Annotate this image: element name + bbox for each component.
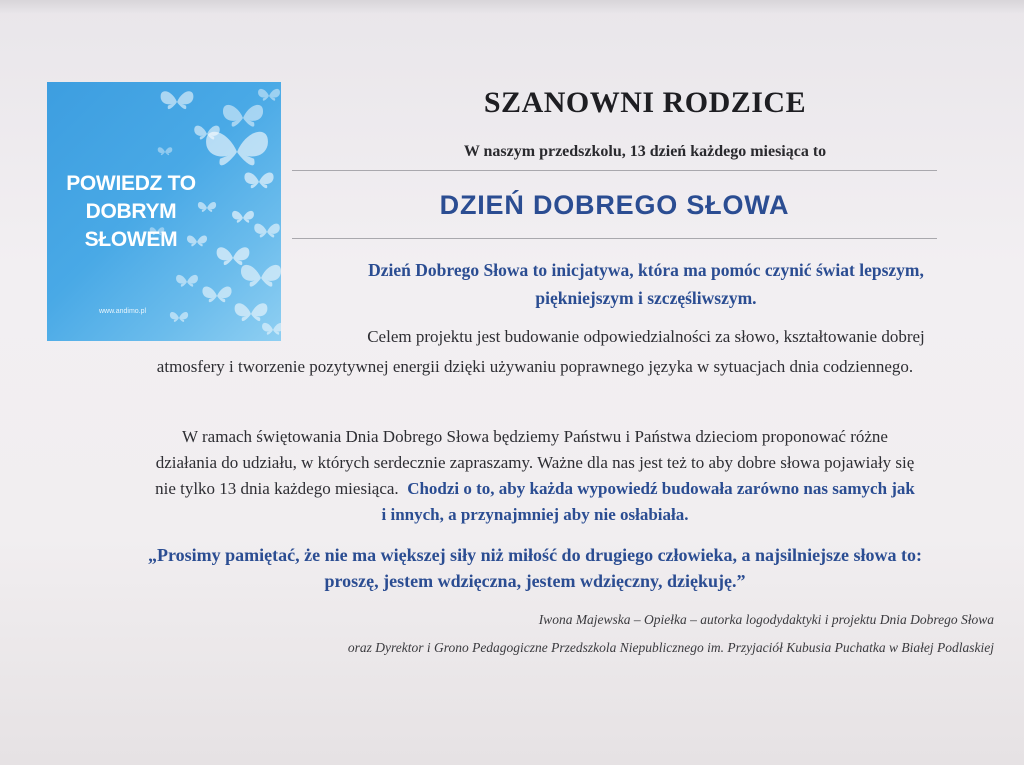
poster-title-line: DOBRYM	[85, 200, 177, 223]
goal-line: atmosfery i tworzenie pozytywnej energii dzięki używaniu poprawnego języka w sytuacjach dnia codziennego.	[156, 357, 914, 376]
poster-title-line: POWIEDZ TO	[66, 172, 196, 195]
poster-url: www.andimo.pl	[99, 308, 147, 315]
body-line-mixed	[60, 476, 1010, 502]
quote-line: „Prosimy pamiętać, że nie ma większej siły niż miłość do drugiego człowieka, a najsilniejsze słowa to:	[147, 545, 923, 565]
divider-bottom	[292, 238, 937, 239]
body-line: W ramach świętowania Dnia Dobrego Słowa będziemy Państwu i Państwa dzieciom proponować różne	[182, 427, 888, 446]
intro-paragraph	[290, 256, 1002, 312]
body-line: działania do udziału, w których serdecznie zapraszamy. Ważne dla nas jest też to aby dobre słowa pojawiały się	[155, 453, 915, 472]
page-title: SZANOWNI RODZICE	[483, 86, 807, 119]
quote	[60, 542, 1010, 594]
signature-author: Iwona Majewska – Opiełka – autorka logodydaktyki i projektu Dnia Dobrego Słowa	[538, 612, 994, 627]
event-heading: DZIEŃ DOBREGO SŁOWA	[439, 190, 790, 220]
divider-top	[292, 170, 937, 171]
intro-line: piękniejszym i szczęśliwszym.	[535, 288, 757, 308]
poster-title	[61, 170, 201, 254]
body-line-emphasis: i innych, a przynajmniej aby nie osłabiała.	[381, 505, 689, 524]
body-line-plain: nie tylko 13 dnia każdego miesiąca.	[155, 479, 399, 498]
intro-line: Dzień Dobrego Słowa to inicjatywa, która ma pomóc czynić świat lepszym,	[368, 260, 924, 280]
quote-line: proszę, jestem wdzięczna, jestem wdzięczny, dziękuję.”	[324, 571, 746, 591]
signature-institution: oraz Dyrektor i Grono Pedagogiczne Przedszkola Niepublicznego im. Przyjaciół Kubusia Puchatka w Białej Podlaskiej	[347, 640, 994, 655]
subtitle: W naszym przedszkolu, 13 dzień każdego miesiąca to	[463, 143, 827, 160]
paper-edge	[0, 0, 1024, 14]
body-line-emphasis: Chodzi o to, aby każda wypowiedź budowała zarówno nas samych jak	[407, 479, 915, 498]
goal-line: Celem projektu jest budowanie odpowiedzialności za słowo, kształtowanie dobrej	[367, 327, 925, 346]
poster-title-line: SŁOWEM	[84, 228, 178, 251]
poster-image	[47, 82, 281, 341]
body-paragraph	[60, 424, 1010, 528]
